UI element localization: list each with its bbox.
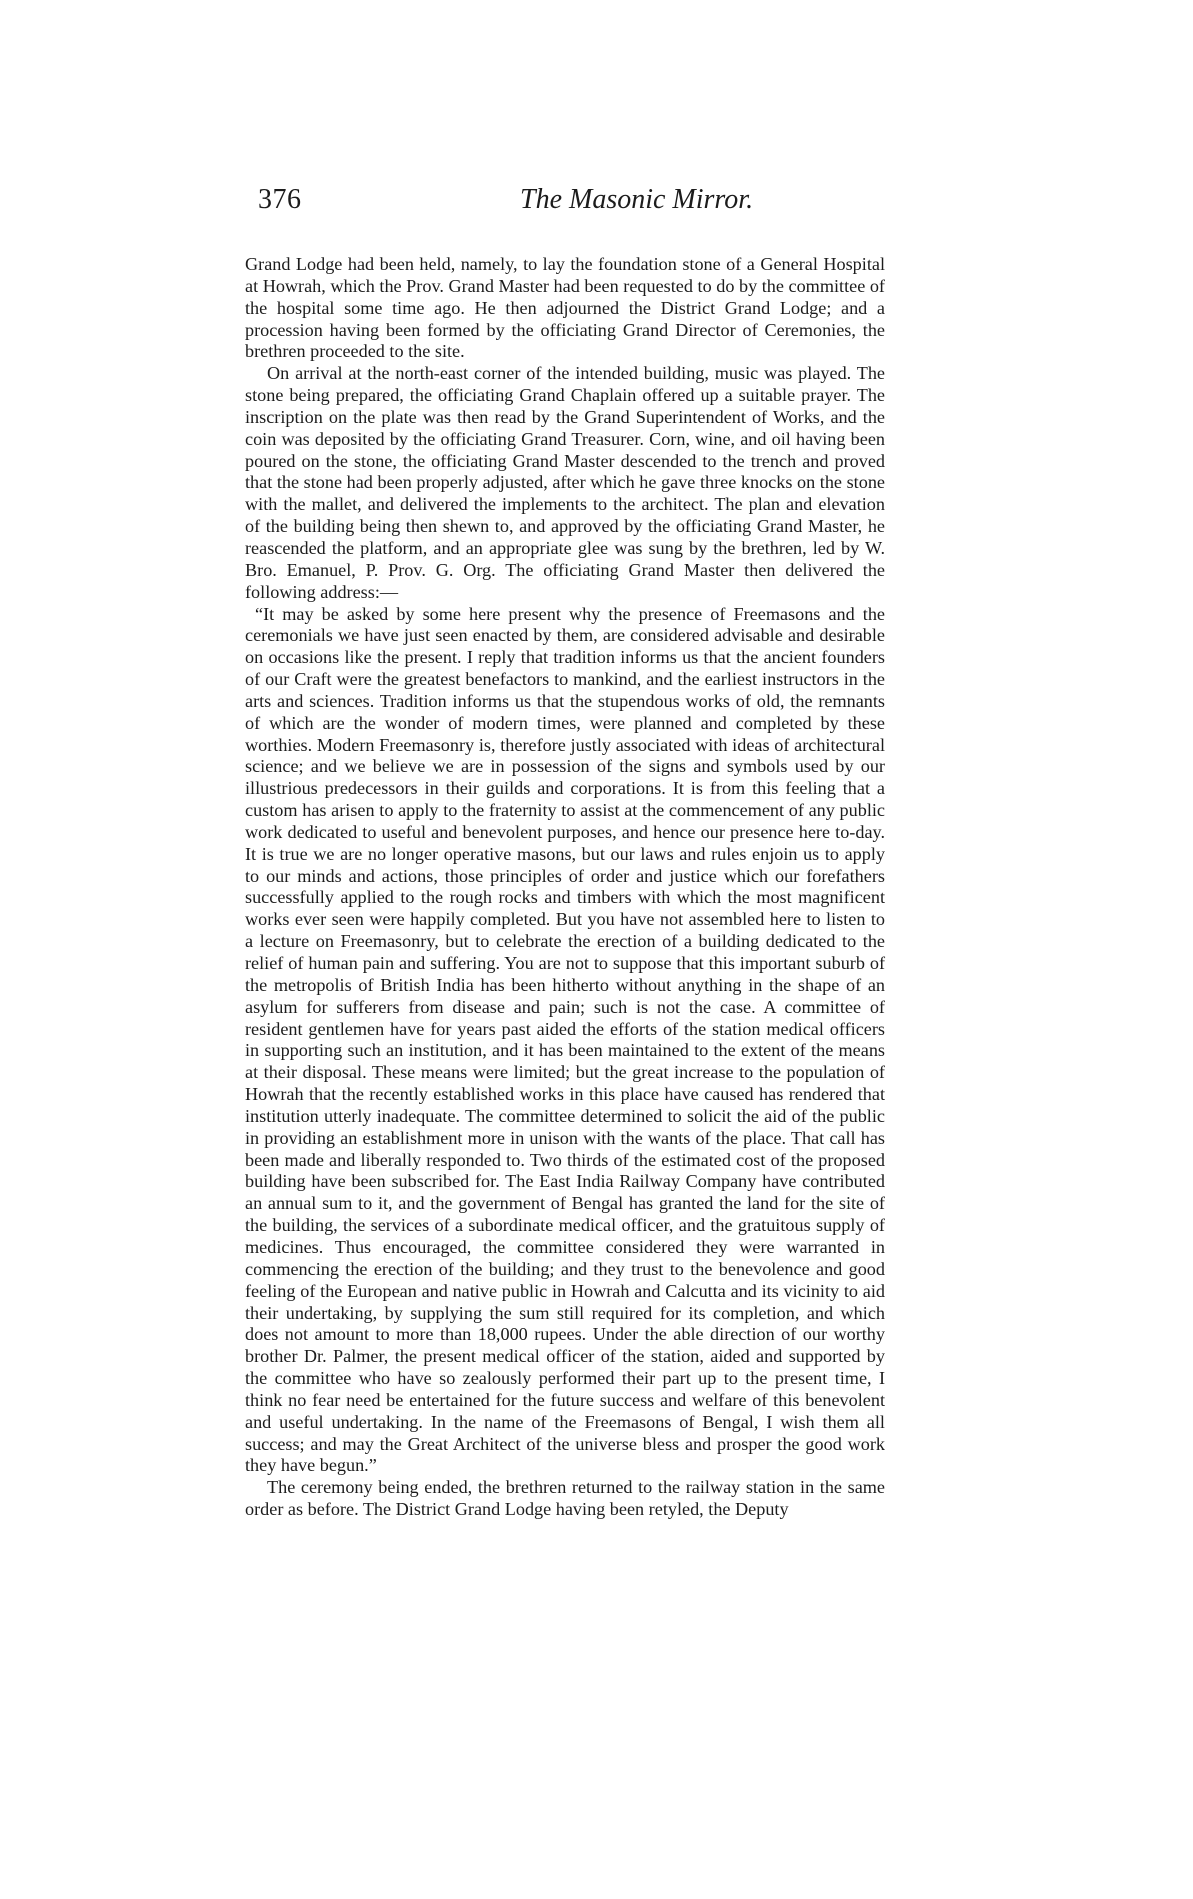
paragraph-address: “It may be asked by some here present why the presence of Freemasons and the ceremonials we have just seen enacted by them, are considered advisable and desirable on occasions like the present. I reply that tradition informs us that the ancient founders of our Craft were the greatest benefactors to mankind, and the earliest instructors in the arts and sciences. Tradition informs us that the stupendous works of old, the remnants of which are the wonder of modern times, were planned and completed by these worthies. Modern Freemasonry is, therefore justly associated with ideas of architectural science; and we believe we are in possession of the signs and symbols used by our illustrious predecessors in their guilds and corporations. It is from this feeling that a custom has arisen to apply to the fraternity to assist at the commencement of any public work dedicated to useful and benevolent purposes, and hence our presence here to-day. It is true we are no longer operative masons, but our laws and rules enjoin us to apply to our minds and actions, those principles of order and justice which our forefathers successfully applied to the rough rocks and timbers with which the most magnificent works ever seen were happily completed. But you have not assembled here to listen to a lecture on Freemasonry, but to celebrate the erection of a building dedicated to the relief of human pain and suffering. You are not to suppose that this important suburb of the metropolis of British India has been hitherto without anything in the shape of an asylum for sufferers from disease and pain; such is not the case. A committee of resident gentlemen have for years past aided the efforts of the station medical officers in supporting such an institution, and it has been maintained to the extent of the means at their disposal. These means were limited; but the great increase to the population of Howrah that the recently established works in this place have caused has rendered that institution utterly inadequate. The committee determined to solicit the aid of the public in providing an establishment more in unison with the wants of the place. That call has been made and liberally responded to. Two thirds of the estimated cost of the proposed building have been subscribed for. The East India Railway Company have contributed an annual sum to it, and the government of Bengal has granted the land for the site of the building, the services of a subordinate medical officer, and the gratuitous supply of medicines. Thus encouraged, the committee considered they were warranted in commencing the erection of the building; and they trust to the benevolence and good feeling of the European and native public in Howrah and Calcutta and its vicinity to aid their undertaking, by supplying the sum still required for its completion, and which does not amount to more than 18,000 rupees. Under the able direction of our worthy brother Dr. Palmer, the present medical officer of the station, aided and supported by the committee who have so zealously performed their part up to the present time, I think no fear need be entertained for the future success and welfare of this benevolent and useful undertaking. In the name of the Freemasons of Bengal, I wish them all success; and may the Great Architect of the universe bless and prosper the good work they have begun.” xyxy=(245,603,885,1476)
article-body xyxy=(245,254,885,1521)
paragraph-ceremony: On arrival at the north-east corner of the intended building, music was played. The stone being prepared, the officiating Grand Chaplain offered up a suitable prayer. The inscription on the plate was then read by the Grand Superintendent of Works, and the coin was deposited by the officiating Grand Treasurer. Corn, wine, and oil having been poured on the stone, the officiating Grand Master descended to the trench and proved that the stone had been properly adjusted, after which he gave three knocks on the stone with the mallet, and delivered the implements to the architect. The plan and elevation of the building being then shewn to, and approved by the officiating Grand Master, he reascended the platform, and an appropriate glee was sung by the brethren, led by W. Bro. Emanuel, P. Prov. G. Org. The officiating Grand Master then delivered the following address:— xyxy=(245,363,885,602)
page-number: 376 xyxy=(258,184,302,215)
running-title: The Masonic Mirror. xyxy=(520,184,754,215)
paragraph-continuation: Grand Lodge had been held, namely, to lay the foundation stone of a General Hospital at Howrah, which the Prov. Grand Master had been requested to do by the committee of the hospital some time ago. He then adjourned the District Grand Lodge; and a procession having been formed by the officiating Grand Director of Ceremonies, the brethren proceeded to the site. xyxy=(245,254,885,362)
paragraph-closing: The ceremony being ended, the brethren returned to the railway station in the same order as before. The District Grand Lodge having been retyled, the Deputy xyxy=(245,1477,885,1520)
